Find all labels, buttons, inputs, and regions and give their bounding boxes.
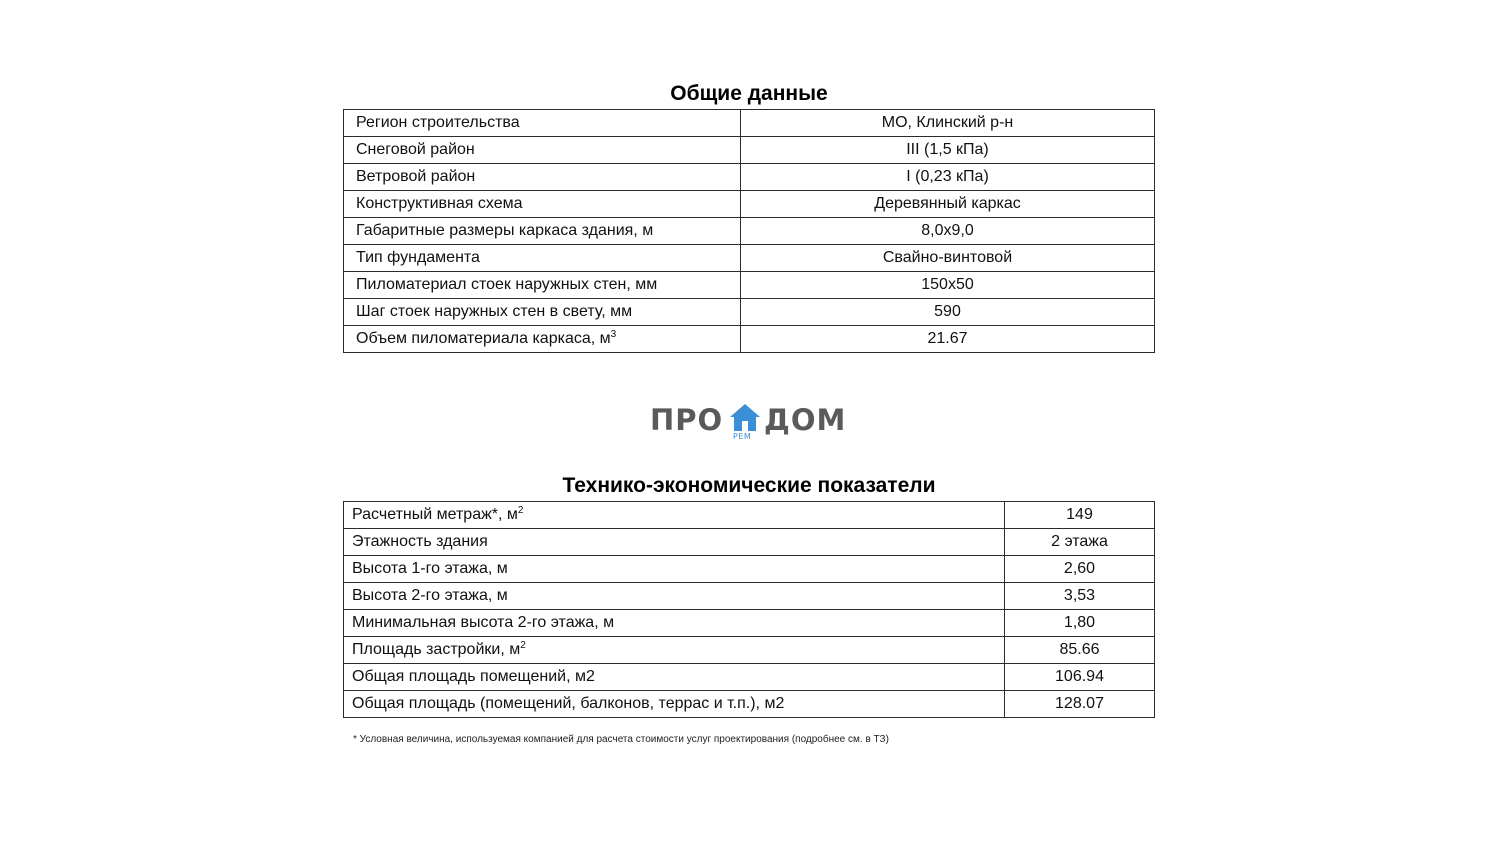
tep-row (344, 502, 1155, 529)
general-row (344, 218, 1155, 245)
house-icon (729, 402, 761, 434)
general-row-label (344, 245, 741, 272)
tep-row (344, 583, 1155, 610)
tep-row (344, 556, 1155, 583)
general-label-text: Пиломатериал стоек наружных стен, мм (356, 276, 658, 293)
tep-row-value: 3,53 (1005, 583, 1155, 610)
tep-row-value: 149 (1005, 502, 1155, 529)
tep-label-superscript: 2 (520, 640, 526, 651)
tep-row-label (344, 583, 1005, 610)
logo-text-right: ДОМ (764, 403, 847, 437)
tep-label-text: Общая площадь (помещений, балконов, террас и т.п.), м2 (352, 695, 785, 712)
general-row-label (344, 218, 741, 245)
general-row-value: Деревянный каркас (741, 191, 1155, 218)
general-row-label (344, 272, 741, 299)
general-row-label (344, 110, 741, 137)
tep-row (344, 529, 1155, 556)
general-row-label (344, 164, 741, 191)
tep-row (344, 691, 1155, 718)
tep-row (344, 610, 1155, 637)
tep-row (344, 637, 1155, 664)
tep-label-text: Расчетный метраж*, м (352, 506, 518, 523)
general-label-superscript: 3 (610, 329, 617, 340)
general-row-value: 8,0х9,0 (741, 218, 1155, 245)
tep-row-label (344, 556, 1005, 583)
general-row (344, 191, 1155, 218)
tep-label-text: Высота 2-го этажа, м (352, 587, 508, 604)
footnote: * Условная величина, используемая компанией для расчета стоимости услуг проектирования (подробнее см. в ТЗ) (353, 734, 889, 745)
general-row (344, 299, 1155, 326)
tep-row-label (344, 529, 1005, 556)
tep-row-value: 2 этажа (1005, 529, 1155, 556)
general-row-value: 590 (741, 299, 1155, 326)
tep-row-label (344, 610, 1005, 637)
tep-row-label (344, 664, 1005, 691)
general-row (344, 326, 1155, 353)
general-row-value: МО, Клинский р-н (741, 110, 1155, 137)
general-data-table (343, 109, 1155, 353)
tep-table (343, 501, 1155, 718)
tep-row-label (344, 637, 1005, 664)
tep-label-text: Минимальная высота 2-го этажа, м (352, 614, 615, 631)
prodom-logo (650, 402, 850, 444)
tep-row-label (344, 691, 1005, 718)
logo-text-left: ПРО (650, 403, 724, 437)
general-row-label (344, 191, 741, 218)
general-row-label (344, 137, 741, 164)
tep-row (344, 664, 1155, 691)
tep-row-label (344, 502, 1005, 529)
general-row-label (344, 299, 741, 326)
tep-row-value: 1,80 (1005, 610, 1155, 637)
general-row-value: III (1,5 кПа) (741, 137, 1155, 164)
general-row-value: 150х50 (741, 272, 1155, 299)
tep-label-text: Этажность здания (352, 533, 488, 550)
general-row-value: Свайно-винтовой (741, 245, 1155, 272)
logo-subtext: РЕМ (733, 432, 752, 441)
general-row-value: 21.67 (741, 326, 1155, 353)
general-label-text: Шаг стоек наружных стен в свету, мм (356, 303, 633, 320)
general-data-title: Общие данные (670, 82, 828, 105)
general-label-text: Снеговой район (356, 141, 475, 158)
general-label-text: Ветровой район (356, 168, 476, 185)
tep-label-text: Общая площадь помещений, м2 (352, 668, 595, 685)
tep-row-value: 2,60 (1005, 556, 1155, 583)
general-label-text: Регион строительства (356, 114, 520, 131)
tep-row-value: 85.66 (1005, 637, 1155, 664)
general-row-value: I (0,23 кПа) (741, 164, 1155, 191)
general-row (344, 137, 1155, 164)
general-label-text: Конструктивная схема (356, 195, 523, 212)
tep-label-text: Высота 1-го этажа, м (352, 560, 508, 577)
general-row (344, 164, 1155, 191)
tep-label-text: Площадь застройки, м (352, 641, 521, 658)
general-label-text: Габаритные размеры каркаса здания, м (356, 222, 654, 239)
tep-row-value: 128.07 (1005, 691, 1155, 718)
tep-row-value: 106.94 (1005, 664, 1155, 691)
tep-label-superscript: 2 (517, 505, 524, 516)
general-row (344, 272, 1155, 299)
general-label-text: Объем пиломатериала каркаса, м (356, 330, 611, 347)
general-row-label (344, 326, 741, 353)
general-row (344, 110, 1155, 137)
tep-title: Технико-экономические показатели (562, 474, 936, 497)
general-label-text: Тип фундамента (356, 249, 480, 266)
general-row (344, 245, 1155, 272)
